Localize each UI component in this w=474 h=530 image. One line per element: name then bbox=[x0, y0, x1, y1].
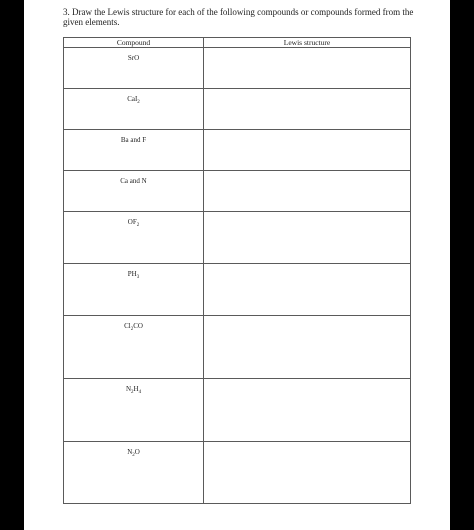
lewis-structure-column-header: Lewis structure bbox=[204, 38, 411, 48]
lewis-structure-cell[interactable] bbox=[204, 130, 411, 171]
compound-cell bbox=[64, 89, 204, 130]
compound-formula-text: Cl bbox=[124, 322, 131, 330]
compound-subscript: 2 bbox=[131, 389, 134, 395]
lewis-structure-cell[interactable] bbox=[204, 89, 411, 130]
compound-cell bbox=[64, 264, 204, 316]
compound-cell bbox=[64, 379, 204, 442]
lewis-structure-cell[interactable] bbox=[204, 212, 411, 264]
compound-formula-text: OF bbox=[127, 218, 137, 226]
compound-cell bbox=[64, 442, 204, 504]
compound-cell bbox=[64, 212, 204, 264]
lewis-structure-cell[interactable] bbox=[204, 171, 411, 212]
compound-cell bbox=[64, 48, 204, 89]
table-row bbox=[64, 89, 411, 130]
compound-formula-text: N bbox=[127, 448, 133, 456]
compound-cell bbox=[64, 171, 204, 212]
question-text: 3. Draw the Lewis structure for each of the following compounds or compounds formed from the given elements. bbox=[63, 7, 414, 27]
compound-subscript: 3 bbox=[136, 274, 140, 280]
compound-formula-text: CaI bbox=[127, 95, 138, 103]
compound-column-header: Compound bbox=[64, 38, 204, 48]
table-row bbox=[64, 171, 411, 212]
table-header-row bbox=[64, 38, 411, 48]
compound-formula-text: SrO bbox=[127, 54, 140, 62]
compound-formula-text: CO bbox=[133, 322, 143, 330]
compound-subscript: 2 bbox=[136, 222, 140, 228]
compound-subscript: 4 bbox=[138, 389, 142, 395]
table-body bbox=[64, 48, 411, 504]
lewis-structure-table bbox=[63, 37, 411, 504]
worksheet-page bbox=[24, 0, 450, 530]
compound-cell bbox=[64, 316, 204, 379]
table-row bbox=[64, 130, 411, 171]
compound-subscript: 2 bbox=[137, 99, 140, 105]
compound-formula-text: N bbox=[125, 385, 131, 393]
compound-subscript: 2 bbox=[130, 326, 134, 332]
table-row bbox=[64, 212, 411, 264]
lewis-structure-cell[interactable] bbox=[204, 379, 411, 442]
lewis-structure-cell[interactable] bbox=[204, 316, 411, 379]
table-row bbox=[64, 48, 411, 89]
table-row bbox=[64, 264, 411, 316]
compound-formula-text: O bbox=[134, 448, 140, 456]
compound-formula-text: Ca and N bbox=[120, 177, 147, 185]
lewis-structure-cell[interactable] bbox=[204, 264, 411, 316]
compound-formula-text: PH bbox=[127, 270, 137, 278]
lewis-structure-cell[interactable] bbox=[204, 442, 411, 504]
compound-subscript: 2 bbox=[132, 452, 135, 458]
table-row bbox=[64, 442, 411, 504]
lewis-structure-cell[interactable] bbox=[204, 48, 411, 89]
compound-formula-text: H bbox=[133, 385, 139, 393]
compound-formula-text: Ba and F bbox=[120, 136, 147, 144]
table-row bbox=[64, 379, 411, 442]
compound-cell bbox=[64, 130, 204, 171]
table-row bbox=[64, 316, 411, 379]
